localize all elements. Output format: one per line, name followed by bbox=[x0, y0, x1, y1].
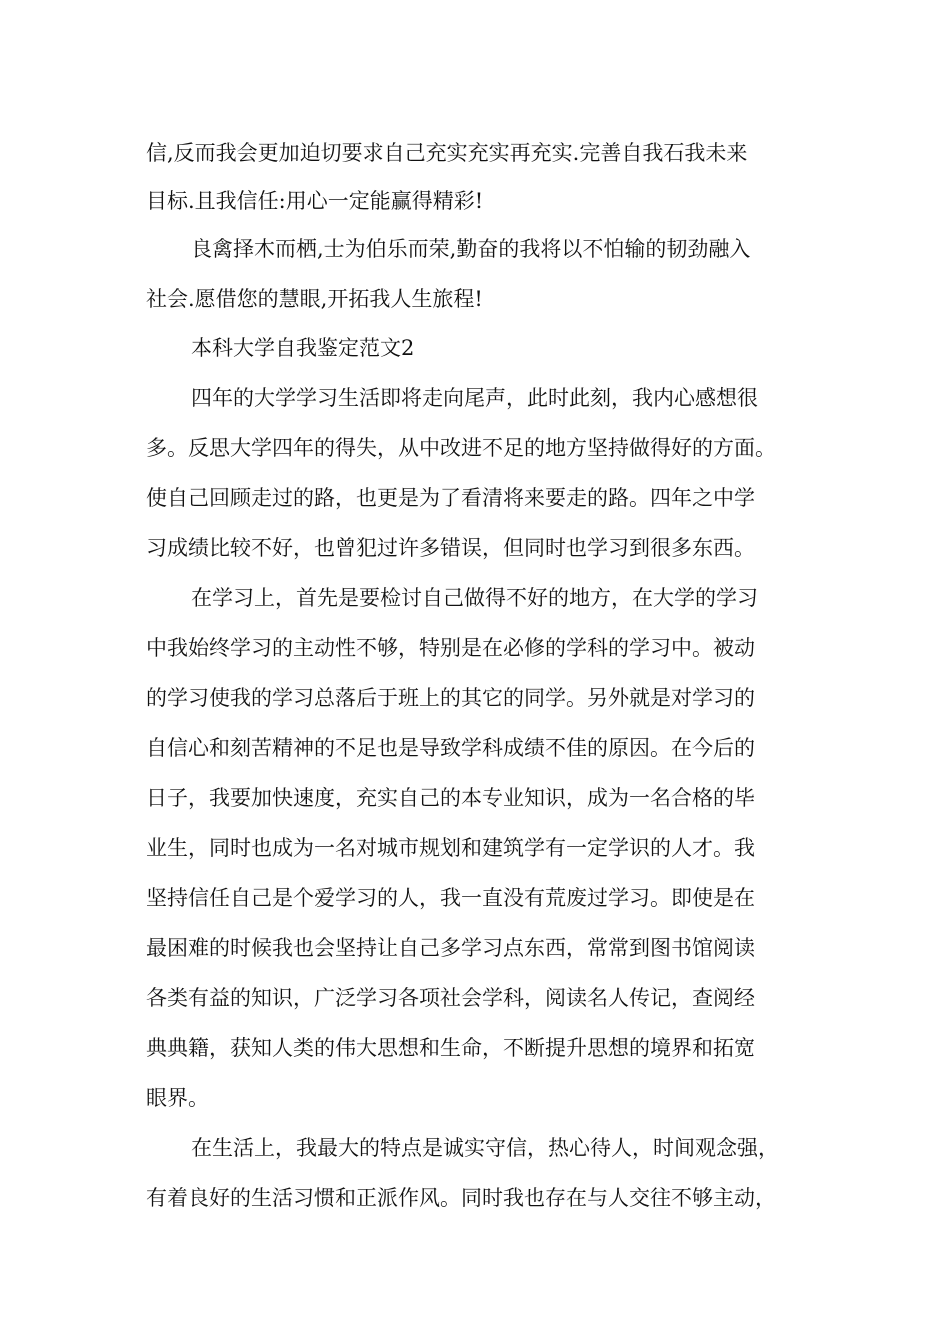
text-line: 在生活上，我最大的特点是诚实守信，热心待人，时间观念强， bbox=[191, 1136, 779, 1160]
text-line: 最困难的时候我也会坚持让自己多学习点东西，常常到图书馆阅读 bbox=[146, 936, 755, 960]
text-line: 信,反而我会更加迫切要求自己充实充实再充实.完善自我石我未来 bbox=[146, 141, 748, 165]
text-line: 社会.愿借您的慧眼,开拓我人生旅程! bbox=[146, 287, 483, 311]
text-line: 有着良好的生活习惯和正派作风。同时我也存在与人交往不够主动， bbox=[146, 1186, 776, 1210]
text-line: 目标.且我信任:用心一定能赢得精彩! bbox=[146, 189, 484, 213]
text-line: 使自己回顾走过的路，也更是为了看清将来要走的路。四年之中学 bbox=[146, 486, 755, 510]
text-line: 典典籍，获知人类的伟大思想和生命，不断提升思想的境界和拓宽 bbox=[146, 1036, 755, 1060]
section-heading: 本科大学自我鉴定范文2 bbox=[191, 336, 415, 360]
text-line: 自信心和刻苦精神的不足也是导致学科成绩不佳的原因。在今后的 bbox=[146, 736, 755, 760]
text-line: 习成绩比较不好，也曾犯过许多错误，但同时也学习到很多东西。 bbox=[146, 536, 755, 560]
text-line: 中我始终学习的主动性不够，特别是在必修的学科的学习中。被动 bbox=[146, 636, 755, 660]
text-line: 的学习使我的学习总落后于班上的其它的同学。另外就是对学习的 bbox=[146, 686, 755, 710]
text-line: 在学习上，首先是要检讨自己做得不好的地方，在大学的学习 bbox=[191, 586, 758, 610]
text-line: 业生，同时也成为一名对城市规划和建筑学有一定学识的人才。我 bbox=[146, 836, 755, 860]
text-line: 各类有益的知识，广泛学习各项社会学科，阅读名人传记，查阅经 bbox=[146, 986, 755, 1010]
text-line: 四年的大学学习生活即将走向尾声，此时此刻，我内心感想很 bbox=[191, 386, 758, 410]
text-line: 眼界。 bbox=[146, 1086, 209, 1110]
text-line: 坚持信任自己是个爱学习的人，我一直没有荒废过学习。即使是在 bbox=[146, 886, 755, 910]
text-line: 良禽择木而栖,士为伯乐而荣,勤奋的我将以不怕输的韧劲融入 bbox=[191, 237, 751, 261]
text-line: 日子，我要加快速度，充实自己的本专业知识，成为一名合格的毕 bbox=[146, 786, 755, 810]
text-line: 多。反思大学四年的得失，从中改进不足的地方坚持做得好的方面。 bbox=[146, 436, 776, 460]
